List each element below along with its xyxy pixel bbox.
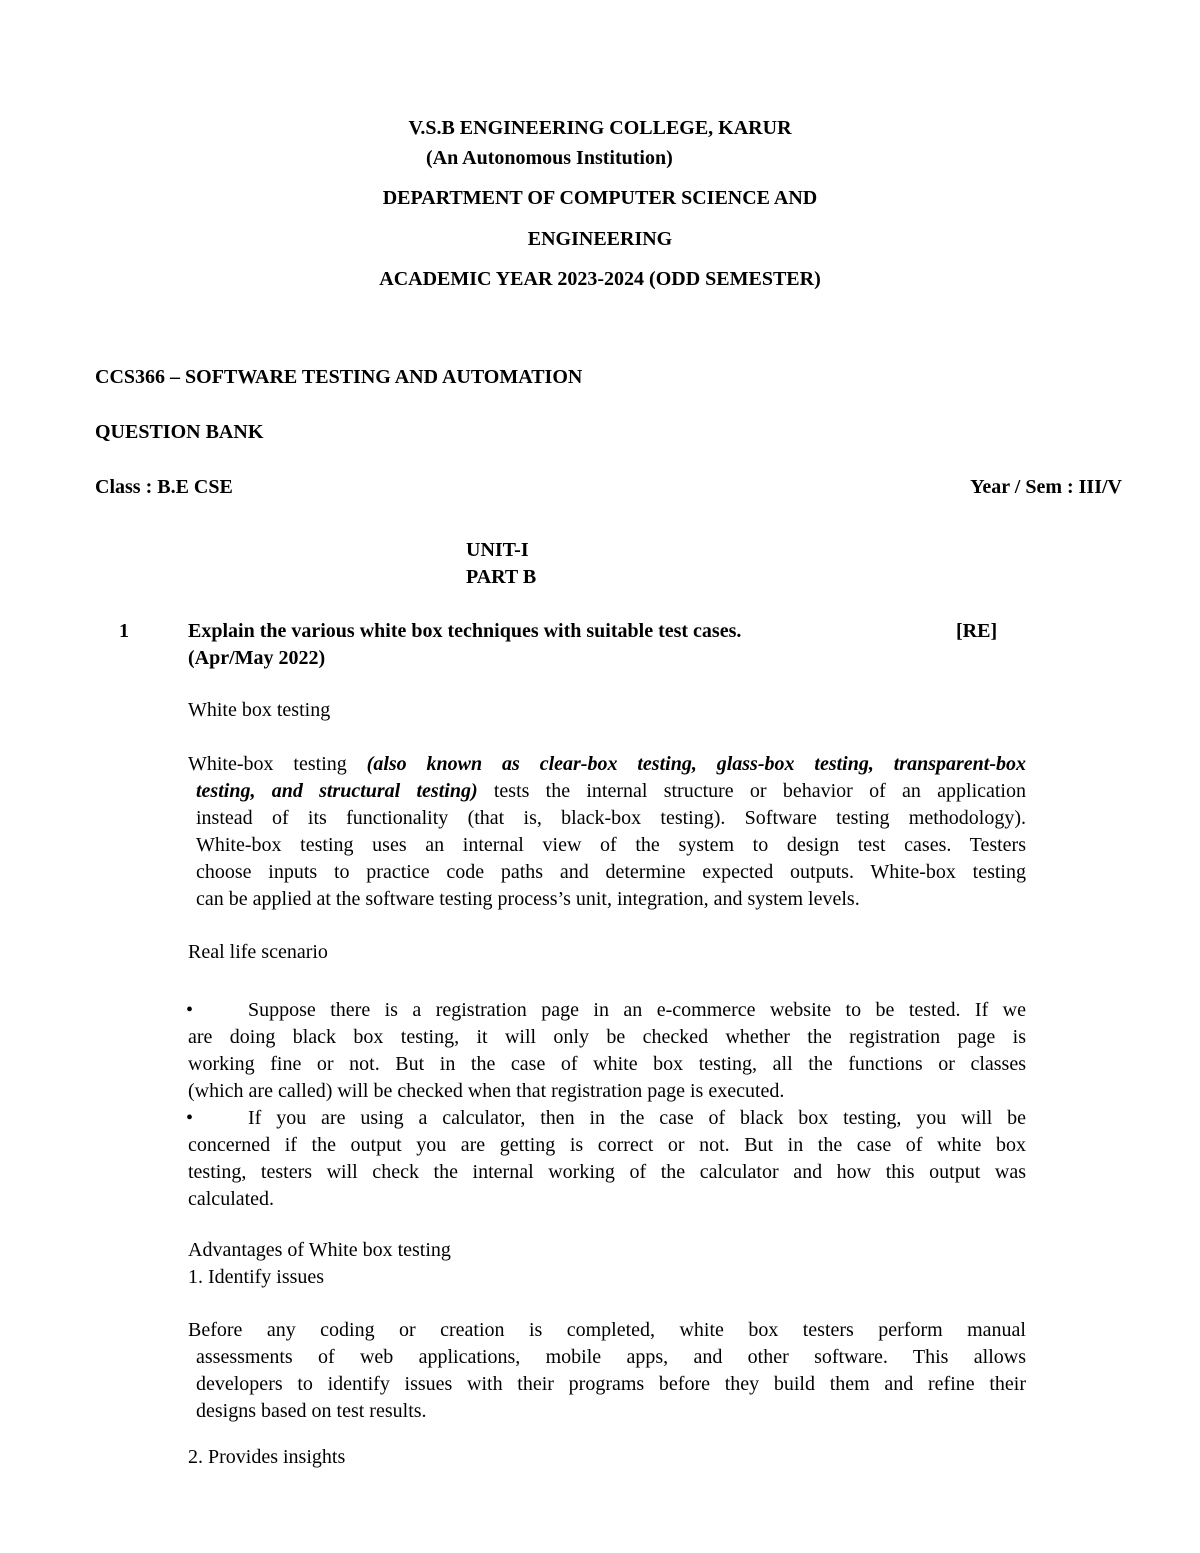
definition-line: can be applied at the software testing process’s unit, integration, and system levels. — [196, 888, 860, 910]
definition-emphasis: testing, and structural testing) — [196, 780, 478, 802]
bullet-line: testing, testers will check the internal working of the calculator and how this output was — [188, 1161, 1026, 1183]
autonomous-label: (An Autonomous Institution) — [426, 147, 673, 169]
definition-paragraph — [188, 751, 1026, 913]
advantage-2-title: 2. Provides insights — [188, 1446, 346, 1468]
definition-line: White-box testing uses an internal view of the system to design test cases. Testers — [196, 834, 1026, 856]
definition-line — [188, 778, 1026, 805]
list-item — [186, 997, 1026, 1105]
bullet-line: Suppose there is a registration page in an e-commerce website to be tested. If we — [248, 999, 1026, 1021]
advantage-line: Before any coding or creation is completed, white box testers perform manual — [188, 1319, 1026, 1341]
unit-label: UNIT-I — [466, 539, 529, 561]
bullet-line: concerned if the output you are getting is correct or not. But in the case of white box — [188, 1134, 1026, 1156]
advantage-line: designs based on test results. — [196, 1400, 427, 1422]
college-name: V.S.B ENGINEERING COLLEGE, KARUR — [408, 117, 792, 139]
bullet-line: (which are called) will be checked when that registration page is executed. — [188, 1080, 785, 1102]
advantage-line: developers to identify issues with their programs before they build them and refine their — [196, 1373, 1026, 1395]
bullet-line: are doing black box testing, it will only be checked whether the registration page is — [188, 1026, 1026, 1048]
section-heading-real-life: Real life scenario — [188, 941, 328, 963]
department-line-2: ENGINEERING — [527, 228, 673, 250]
department-line-1: DEPARTMENT OF COMPUTER SCIENCE AND — [382, 187, 818, 209]
section-heading-advantages: Advantages of White box testing — [188, 1239, 451, 1261]
bullet-icon: • — [186, 1107, 194, 1129]
class-label: Class : B.E CSE — [95, 476, 233, 498]
definition-emphasis: (also known as clear-box testing, glass-box testing, transparent-box — [366, 753, 1026, 775]
question-text: Explain the various white box techniques with suitable test cases. — [188, 620, 742, 642]
question-exam: (Apr/May 2022) — [188, 647, 326, 669]
bullet-line: calculated. — [188, 1188, 275, 1210]
academic-year: ACADEMIC YEAR 2023-2024 (ODD SEMESTER) — [379, 268, 821, 290]
advantage-line: assessments of web applications, mobile apps, and other software. This allows — [196, 1346, 1026, 1368]
section-heading-white-box: White box testing — [188, 699, 331, 721]
definition-line: choose inputs to practice code paths and determine expected outputs. White-box testing — [196, 861, 1026, 883]
definition-line: instead of its functionality (that is, black-box testing). Software testing methodology). — [196, 807, 1026, 829]
bullet-line: working fine or not. But in the case of white box testing, all the functions or classes — [188, 1053, 1026, 1075]
question-number: 1 — [119, 620, 129, 642]
year-sem-label: Year / Sem : III/V — [970, 476, 1122, 498]
list-item — [186, 1105, 1026, 1213]
document-type: QUESTION BANK — [95, 421, 264, 443]
part-label: PART B — [466, 566, 537, 588]
bullet-list — [186, 997, 1026, 1213]
course-title: CCS366 – SOFTWARE TESTING AND AUTOMATION — [95, 366, 583, 388]
bullet-icon: • — [186, 999, 194, 1021]
definition-text: White-box testing — [188, 753, 367, 775]
definition-text: tests the internal structure or behavior of an application — [477, 780, 1026, 802]
definition-line — [188, 751, 1026, 778]
bullet-line: If you are using a calculator, then in the case of black box testing, you will be — [248, 1107, 1026, 1129]
question-tag: [RE] — [956, 620, 998, 642]
advantage-1-title: 1. Identify issues — [188, 1266, 325, 1288]
advantage-1-paragraph — [188, 1317, 1026, 1425]
